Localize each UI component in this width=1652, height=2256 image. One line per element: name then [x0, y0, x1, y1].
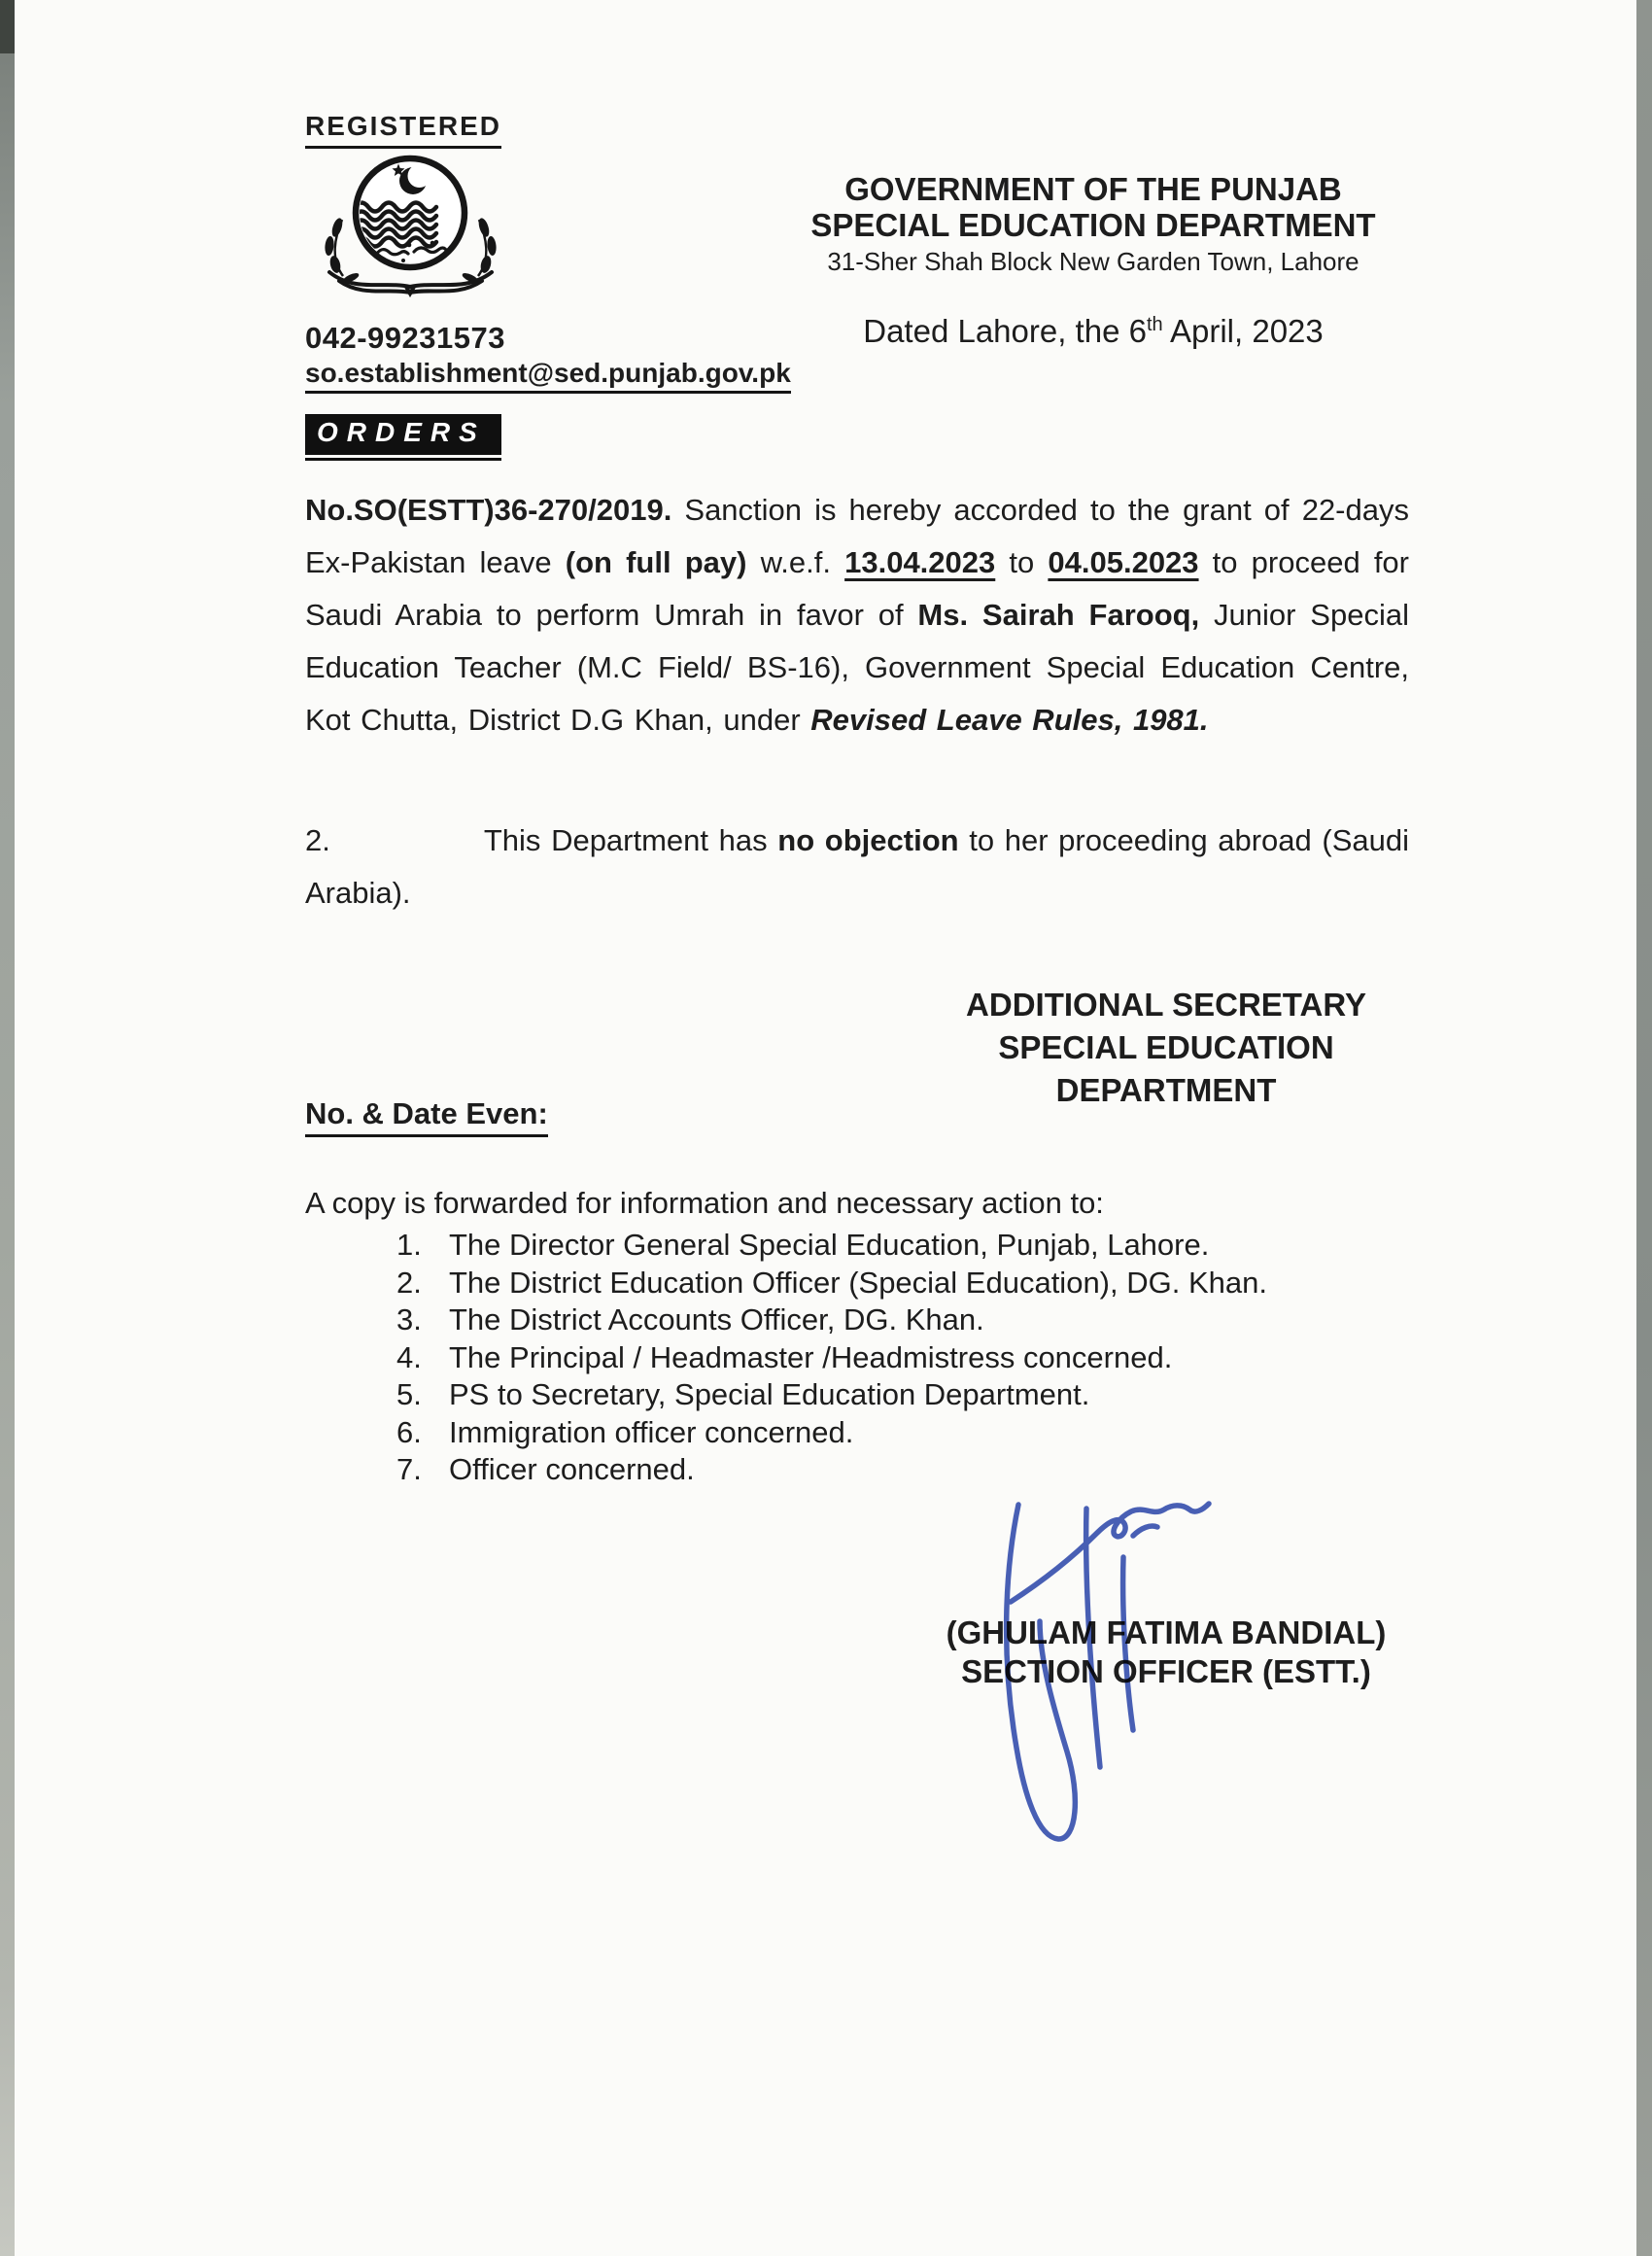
cc-item-number: 7.: [396, 1452, 422, 1486]
body-text: Sanction is hereby accorded to the grant of 22-days Ex-Pakistan leave: [305, 493, 1409, 579]
government-title: GOVERNMENT OF THE PUNJAB: [844, 171, 1342, 207]
date-line: [758, 313, 1428, 350]
orders-heading: [305, 414, 501, 461]
cc-list-item: [396, 1265, 1267, 1302]
body-text: This Department has: [483, 823, 778, 857]
department-title: SPECIAL EDUCATION DEPARTMENT: [810, 207, 1376, 243]
signatory-line: DEPARTMENT: [1055, 1072, 1277, 1108]
registered-label: REGISTERED: [305, 111, 501, 149]
body-text: to: [995, 545, 1049, 579]
cc-item-number: 4.: [396, 1339, 422, 1374]
cc-item-text: The Director General Special Education, Punjab, Lahore.: [449, 1228, 1210, 1262]
body-text: w.e.f.: [746, 545, 845, 579]
scan-edge-right: [1636, 0, 1652, 2256]
signatory-line: ADDITIONAL SECRETARY: [966, 987, 1366, 1023]
cc-item-text: The Principal / Headmaster /Headmistress concerned.: [449, 1339, 1173, 1374]
no-objection-emphasis: no objection: [777, 823, 959, 857]
cc-list: [396, 1227, 1267, 1489]
no-objection-paragraph: [305, 815, 1409, 920]
leave-end-date: 04.05.2023: [1048, 545, 1199, 579]
letterhead-department-block: [758, 171, 1428, 276]
cc-item-text: PS to Secretary, Special Education Department.: [449, 1377, 1090, 1411]
officer-name: Ms. Sairah Farooq,: [917, 598, 1200, 632]
cc-item-text: The District Education Officer (Special Education), DG. Khan.: [449, 1265, 1267, 1300]
signatory-designation-block: [875, 984, 1458, 1112]
body-text: to her proceeding abroad (Saudi Arabia).: [305, 823, 1409, 910]
cc-list-item: [396, 1376, 1267, 1414]
signatory-line: SPECIAL EDUCATION: [998, 1029, 1334, 1065]
signatory-name: (GHULAM FATIMA BANDIAL): [946, 1614, 1387, 1650]
cc-list-item: [396, 1302, 1267, 1339]
body-text: to proceed for Saudi Arabia to perform Umrah in favor of: [305, 545, 1409, 632]
email-address: so.establishment@sed.punjab.gov.pk: [305, 358, 791, 394]
date-prefix: Dated Lahore, the 6: [863, 313, 1147, 349]
cc-item-number: 5.: [396, 1377, 422, 1411]
punjab-government-crest-logo: [316, 152, 505, 297]
leave-rules-reference: Revised Leave Rules, 1981.: [810, 703, 1209, 737]
department-address: 31-Sher Shah Block New Garden Town, Lahore: [827, 247, 1359, 276]
cc-item-text: Immigration officer concerned.: [449, 1414, 854, 1449]
order-paragraph: [305, 484, 1409, 746]
handwritten-signature-ink: [943, 1497, 1234, 1871]
cc-list-item: [396, 1227, 1267, 1265]
date-suffix: April, 2023: [1162, 313, 1324, 349]
copy-forwarded-line: A copy is forwarded for information and necessary action to:: [305, 1186, 1104, 1220]
cc-item-text: The District Accounts Officer, DG. Khan.: [449, 1302, 984, 1336]
body-text: Junior Special Education Teacher (M.C Field/ BS-16), Government Special Education Centre, Kot Chutta, District D.G Khan, under: [305, 598, 1409, 737]
scan-edge-left: [0, 0, 15, 2256]
paragraph-number: 2.: [305, 823, 330, 857]
cc-item-number: 2.: [396, 1265, 422, 1300]
cc-item-number: 3.: [396, 1302, 422, 1336]
no-and-date-even-label: No. & Date Even:: [305, 1096, 548, 1137]
on-full-pay: (on full pay): [565, 545, 747, 579]
cc-item-number: 1.: [396, 1228, 422, 1262]
date-ordinal-suffix: th: [1146, 314, 1163, 335]
cc-item-text: Officer concerned.: [449, 1452, 695, 1486]
reference-number: No.SO(ESTT)36-270/2019.: [305, 493, 672, 527]
leave-start-date: 13.04.2023: [844, 545, 996, 579]
phone-number: 042-99231573: [305, 321, 505, 355]
cc-list-item: [396, 1414, 1267, 1452]
signatory-title: SECTION OFFICER (ESTT.): [961, 1653, 1371, 1689]
scan-corner-mark: [0, 0, 15, 53]
orders-heading-text: ORDERS: [305, 414, 501, 455]
cc-item-number: 6.: [396, 1414, 422, 1449]
cc-list-item: [396, 1339, 1267, 1377]
cc-list-item: [396, 1451, 1267, 1489]
